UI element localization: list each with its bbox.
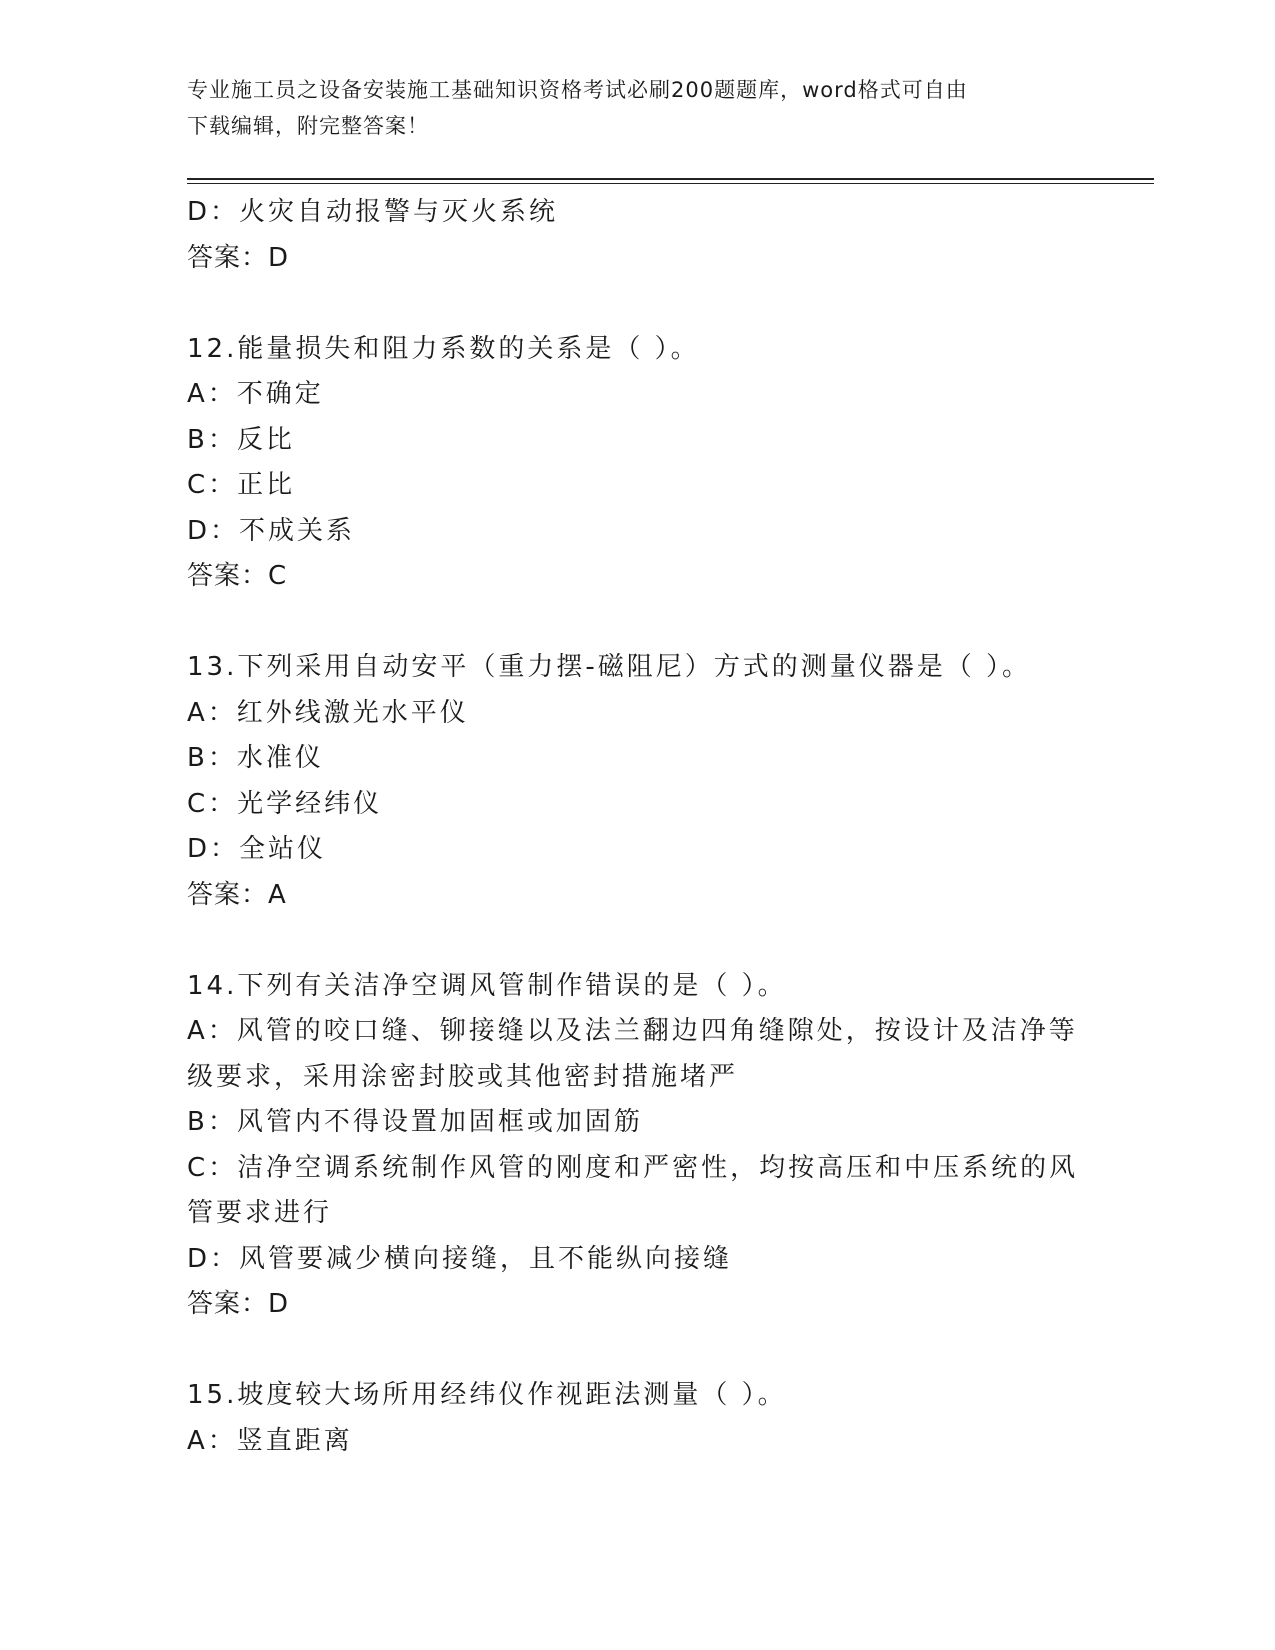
question-stem: 12.能量损失和阻力系数的关系是（ ）。 bbox=[187, 333, 700, 364]
header-rule-thin bbox=[187, 183, 1154, 184]
answer: 答案：C bbox=[187, 561, 288, 591]
question-14 bbox=[187, 964, 1087, 1328]
question-stem: 13.下列采用自动安平（重力摆-磁阻尼）方式的测量仪器是（ ）。 bbox=[187, 652, 1031, 682]
option-c-line-2: 管要求进行 bbox=[187, 1198, 333, 1228]
option-b: B：风管内不得设置加固框或加固筋 bbox=[187, 1107, 643, 1137]
option-d: D：不成关系 bbox=[187, 515, 356, 546]
answer: 答案：A bbox=[187, 879, 287, 910]
document-header bbox=[187, 72, 1087, 144]
question-12 bbox=[187, 327, 1087, 600]
option-a: A：红外线激光水平仪 bbox=[187, 697, 469, 728]
option-c-line-1: C：洁净空调系统制作风管的刚度和严密性，均按高压和中压系统的风 bbox=[187, 1152, 1079, 1183]
question-list bbox=[187, 190, 1087, 1464]
option-b: B：水准仪 bbox=[187, 743, 324, 773]
option-a-line-2: 级要求，采用涂密封胶或其他密封措施堵严 bbox=[187, 1061, 739, 1092]
option-b: B：反比 bbox=[187, 424, 295, 455]
option-d: D：风管要减少横向接缝，且不能纵向接缝 bbox=[187, 1243, 733, 1274]
option-c: C：正比 bbox=[187, 470, 296, 500]
question-stem: 15.坡度较大场所用经纬仪作视距法测量（ ）。 bbox=[187, 1380, 787, 1410]
option-d: D：火灾自动报警与灭火系统 bbox=[187, 197, 559, 227]
spacer bbox=[187, 1328, 1087, 1374]
question-15 bbox=[187, 1373, 1087, 1464]
header-line-1: 专业施工员之设备安装施工基础知识资格考试必刷200题题库，word格式可自由 bbox=[187, 78, 968, 102]
option-c: C：光学经纬仪 bbox=[187, 788, 383, 819]
option-a-line-1: A：风管的咬口缝、铆接缝以及法兰翻边四角缝隙处，按设计及洁净等 bbox=[187, 1016, 1078, 1046]
question-11-tail bbox=[187, 190, 1087, 281]
header-line-2: 下载编辑，附完整答案！ bbox=[187, 114, 429, 138]
spacer bbox=[187, 281, 1087, 327]
option-d: D：全站仪 bbox=[187, 834, 327, 864]
option-a: A：不确定 bbox=[187, 379, 324, 409]
answer: 答案：D bbox=[187, 1289, 290, 1319]
spacer bbox=[187, 600, 1087, 646]
spacer bbox=[187, 918, 1087, 964]
question-stem: 14.下列有关洁净空调风管制作错误的是（ ）。 bbox=[187, 970, 787, 1001]
header-rule-thick bbox=[187, 178, 1154, 180]
option-a: A：竖直距离 bbox=[187, 1425, 353, 1456]
question-13 bbox=[187, 645, 1087, 918]
answer: 答案：D bbox=[187, 242, 290, 273]
